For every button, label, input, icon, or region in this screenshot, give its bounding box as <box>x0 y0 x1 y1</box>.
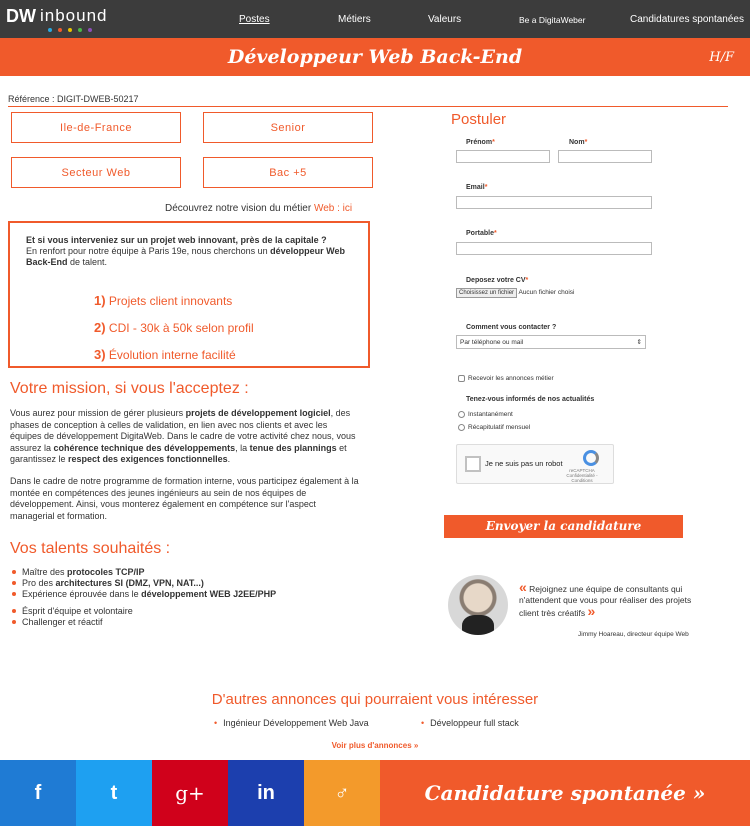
logo-inbound[interactable]: inbound <box>40 6 108 25</box>
vision-text: Découvrez notre vision du métier <box>165 203 314 214</box>
recaptcha-text: Je ne suis pas un robot <box>485 459 563 468</box>
twitter-icon[interactable]: t <box>76 760 152 826</box>
news-title: Tenez-vous informés de nos actualités <box>466 396 595 403</box>
choose-file-button[interactable]: Choisissez un fichier <box>456 288 517 298</box>
contact-select[interactable]: Par téléphone ou mail ⇕ <box>456 335 646 349</box>
vision-line <box>165 203 352 214</box>
email-input[interactable] <box>456 196 652 209</box>
phone-input[interactable] <box>456 242 652 255</box>
other-offers-title: D'autres annonces qui pourraient vous intéresser <box>211 691 539 708</box>
cv-file-picker <box>456 289 574 296</box>
intro-box <box>8 221 370 368</box>
intro-line2: de talent. <box>70 257 108 267</box>
google-plus-icon[interactable]: g+ <box>152 760 228 826</box>
nav-postes[interactable]: Postes <box>239 14 270 25</box>
highlight-point-1: 1) Projets client innovants <box>94 293 233 308</box>
recaptcha-checkbox[interactable] <box>465 456 481 472</box>
newsletter-option[interactable]: Recevoir les annonces métier <box>458 375 554 382</box>
other-offer-link[interactable]: • Ingénieur Développement Web Java <box>214 718 369 728</box>
divider <box>8 106 728 107</box>
intro-bold: développeur Web Back-End <box>26 246 346 267</box>
intro-line1: En renfort pour notre équipe à Paris 19e, nous cherchons un <box>26 246 268 256</box>
quote-close-icon: » <box>587 603 596 619</box>
logo-dot-1 <box>48 28 52 32</box>
file-status: Aucun fichier choisi <box>518 289 575 296</box>
firstname-label: Prénom* <box>466 139 495 146</box>
lastname-label: Nom* <box>569 139 588 146</box>
contact-label: Comment vous contacter ? <box>466 324 557 331</box>
spontaneous-application-button[interactable]: Candidature spontanée » <box>380 760 750 826</box>
recaptcha-widget <box>456 444 614 484</box>
intro-text <box>26 235 356 268</box>
talents-list <box>12 567 276 628</box>
other-offer-link[interactable]: • Développeur full stack <box>421 718 519 728</box>
tag-sector: Secteur Web <box>11 157 181 188</box>
mission-paragraph-2: Dans le cadre de notre programme de formation interne, vous participez également à la montée en compétences des jeunes ingénieurs au sein de nos équipes de développement. Ainsi, vous monterez également en compétence sur l'aspect managerial et formation. <box>10 476 359 521</box>
nav-metiers[interactable]: Métiers <box>338 14 371 25</box>
highlight-point-3: 3) Évolution interne facilité <box>94 347 236 362</box>
firstname-input[interactable] <box>456 150 550 163</box>
apply-title: Postuler <box>451 111 507 128</box>
highlight-point-2: 2) CDI - 30k à 50k selon profil <box>94 320 254 335</box>
top-navbar <box>0 0 750 38</box>
radio-monthly[interactable] <box>458 424 465 431</box>
logo-dots <box>48 28 92 32</box>
talents-title: Vos talents souhaités : <box>10 540 171 557</box>
intro-question: Et si vous interveniez sur un projet web innovant, près de la capitale ? <box>26 235 327 245</box>
see-more-offers-link[interactable]: Voir plus d'annonces » <box>331 741 419 750</box>
logo-dot-3 <box>68 28 72 32</box>
cv-label: Deposez votre CV* <box>466 277 529 284</box>
gender-label: H/F <box>709 50 734 65</box>
nav-valeurs[interactable]: Valeurs <box>428 14 462 25</box>
linkedin-icon[interactable]: in <box>228 760 304 826</box>
avatar <box>448 575 508 635</box>
nav-candidatures-spontanees[interactable]: Candidatures spontanées <box>630 14 744 25</box>
email-label: Email* <box>466 184 488 191</box>
phone-label: Portable* <box>466 230 497 237</box>
list-item: Challenger et réactif <box>12 617 276 628</box>
newsletter-checkbox[interactable] <box>458 375 465 382</box>
quote-open-icon: « <box>519 579 527 595</box>
logo-dot-4 <box>78 28 82 32</box>
chevron-updown-icon: ⇕ <box>636 339 642 346</box>
list-item: Ésprit d'équipe et volontaire <box>12 606 276 617</box>
facebook-icon[interactable]: f <box>0 760 76 826</box>
recaptcha-icon <box>583 450 599 466</box>
news-option-instant[interactable]: Instantanément <box>458 411 513 418</box>
logo-dot-2 <box>58 28 62 32</box>
tag-location: Ile-de-France <box>11 112 181 143</box>
quote-author: Jimmy Hoareau, directeur équipe Web <box>578 631 689 638</box>
viadeo-icon[interactable]: ♂ <box>304 760 380 826</box>
job-reference: Référence : DIGIT-DWEB-50217 <box>8 94 139 104</box>
vision-link[interactable]: Web : ici <box>313 203 353 214</box>
lastname-input[interactable] <box>558 150 652 163</box>
mission-paragraph-1: Vous aurez pour mission de gérer plusieurs projets de développement logiciel, des phases de conception à celles de validation, en lien avec nos clients et avec les équipes de développement DigitaWeb. Dans le cadre de votre activité chez nous, vous assurez la cohérence technique des développements, la tenue des plannings et garantissez le respect des exigences fonctionnelles. <box>10 408 356 464</box>
recaptcha-label: reCAPTCHA Confidentialité - Conditions <box>566 468 598 483</box>
tag-level: Senior <box>203 112 373 143</box>
radio-instant[interactable] <box>458 411 465 418</box>
logo-dw[interactable]: DW <box>6 6 36 26</box>
mission-title: Votre mission, si vous l'acceptez : <box>10 380 249 397</box>
nav-be-a-digitaweber[interactable]: Be a DigitaWeber <box>519 15 586 25</box>
submit-application-button[interactable]: Envoyer la candidature <box>444 515 683 538</box>
tag-degree: Bac +5 <box>203 157 373 188</box>
testimonial-quote: « Rejoignez une équipe de consultants qui n'attendent que vous pour réaliser des projets client très créatifs » <box>519 579 692 619</box>
news-option-monthly[interactable]: Récapitulatif mensuel <box>458 424 530 431</box>
title-bar <box>0 38 750 76</box>
list-item: Expérience éprouvée dans le développement WEB J2EE/PHP <box>12 589 276 600</box>
logo-dot-5 <box>88 28 92 32</box>
list-item: Pro des architectures SI (DMZ, VPN, NAT...) <box>12 578 276 589</box>
list-item: Maître des protocoles TCP/IP <box>12 567 276 578</box>
page-title: Développeur Web Back-End <box>227 46 523 68</box>
